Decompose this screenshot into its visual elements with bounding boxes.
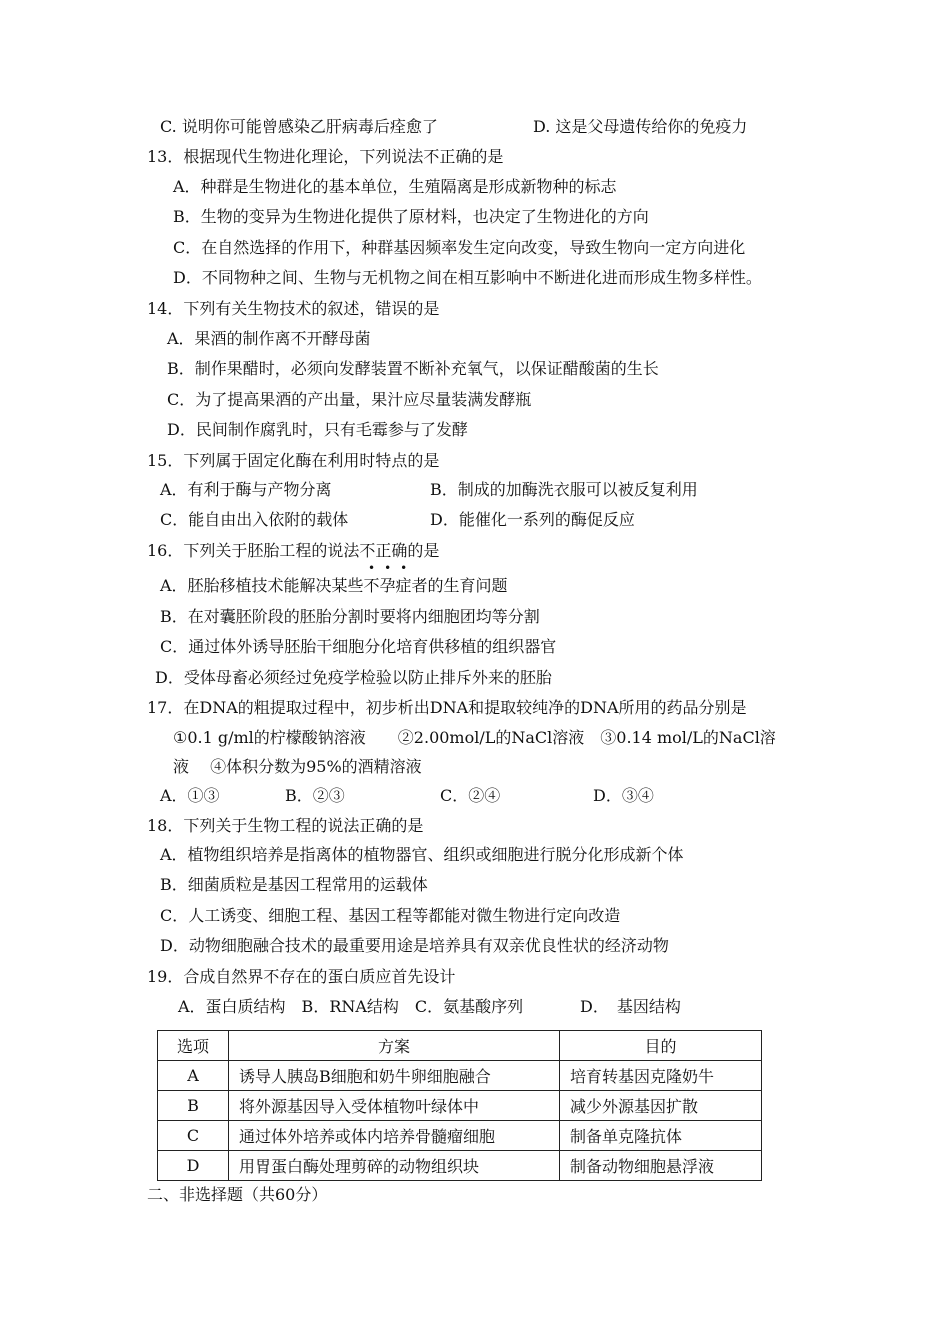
question-17-items-cont: 液 ④体积分数为95%的酒精溶液 [173, 757, 422, 776]
table-row [158, 1121, 762, 1151]
question-13: 13．根据现代生物进化理论，下列说法不正确的是 [147, 147, 504, 166]
table-cell: 制备动物细胞悬浮液 [560, 1151, 762, 1181]
option-13c: C．在自然选择的作用下，种群基因频率发生定向改变，导致生物向一定方向进化 [173, 238, 746, 257]
option-15c: C．能自由出入依附的载体 [160, 510, 349, 529]
options-table [157, 1030, 762, 1181]
option-17b: B．②③ [285, 786, 345, 805]
question-15: 15．下列属于固定化酶在利用时特点的是 [147, 451, 440, 470]
table-cell: 制备单克隆抗体 [560, 1121, 762, 1151]
table-cell: 诱导人胰岛B细胞和奶牛卵细胞融合 [229, 1061, 560, 1091]
table-cell: 通过体外培养或体内培养骨髓瘤细胞 [229, 1121, 560, 1151]
option-18b: B．细菌质粒是基因工程常用的运载体 [160, 875, 428, 894]
question-17: 17．在DNA的粗提取过程中，初步析出DNA和提取较纯净的DNA所用的药品分别是 [147, 698, 747, 717]
table-cell: B [158, 1091, 229, 1121]
table-cell: 用胃蛋白酶处理剪碎的动物组织块 [229, 1151, 560, 1181]
option-18c: C．人工诱变、细胞工程、基因工程等都能对微生物进行定向改造 [160, 906, 621, 925]
option-16b: B．在对囊胚阶段的胚胎分割时要将内细胞团均等分割 [160, 607, 540, 626]
table-cell: A [158, 1061, 229, 1091]
question-16: 16．下列关于胚胎工程的说法不正确的是 [147, 541, 440, 560]
option-15d: D．能催化一系列的酶促反应 [430, 510, 635, 529]
option-15b: B．制成的加酶洗衣服可以被反复利用 [430, 480, 698, 499]
option-13d: D．不同物种之间、生物与无机物之间在相互影响中不断进化进而形成生物多样性。 [173, 268, 762, 287]
emphasis-dots: ••• [368, 561, 417, 575]
table-header: 方案 [229, 1031, 560, 1061]
option-14d: D．民间制作腐乳时，只有毛霉参与了发酵 [167, 420, 468, 439]
option-18a: A．植物组织培养是指离体的植物器官、组织或细胞进行脱分化形成新个体 [160, 845, 684, 864]
option-16a: A．胚胎移植技术能解决某些不孕症者的生育问题 [160, 576, 508, 595]
section-heading: 二、非选择题（共60分） [147, 1185, 328, 1204]
option-19d: D． 基因结构 [580, 997, 681, 1016]
option-17a: A．①③ [160, 786, 220, 805]
question-17-items: ①0.1 g/ml的柠檬酸钠溶液 ②2.00mol/L的NaCl溶液 ③0.14 mol/L的NaCl溶 [173, 728, 776, 747]
line-12c: C. 说明你可能曾感染乙肝病毒后痊愈了 [160, 117, 438, 136]
option-13b: B．生物的变异为生物进化提供了原材料，也决定了生物进化的方向 [173, 207, 649, 226]
table-row [158, 1151, 762, 1181]
option-18d: D．动物细胞融合技术的最重要用途是培养具有双亲优良性状的经济动物 [160, 936, 669, 955]
table-header: 目的 [560, 1031, 762, 1061]
options-19abc: A．蛋白质结构 B．RNA结构 C．氨基酸序列 [178, 997, 524, 1016]
option-15a: A．有利于酶与产物分离 [160, 480, 332, 499]
question-14: 14．下列有关生物技术的叙述，错误的是 [147, 299, 440, 318]
option-14b: B．制作果醋时，必须向发酵装置不断补充氧气，以保证醋酸菌的生长 [167, 359, 659, 378]
option-14c: C．为了提高果酒的产出量，果汁应尽量装满发酵瓶 [167, 390, 532, 409]
question-18: 18．下列关于生物工程的说法正确的是 [147, 816, 424, 835]
question-19: 19．合成自然界不存在的蛋白质应首先设计 [147, 967, 456, 986]
option-14a: A．果酒的制作离不开酵母菌 [167, 329, 371, 348]
option-16d: D．受体母畜必须经过免疫学检验以防止排斥外来的胚胎 [155, 668, 552, 687]
table-cell: D [158, 1151, 229, 1181]
table-header-row [158, 1031, 762, 1061]
option-16c: C．通过体外诱导胚胎干细胞分化培育供移植的组织器官 [160, 637, 557, 656]
table-cell: 减少外源基因扩散 [560, 1091, 762, 1121]
table-cell: 将外源基因导入受体植物叶绿体中 [229, 1091, 560, 1121]
table-row [158, 1091, 762, 1121]
table-row [158, 1061, 762, 1091]
table-cell: 培育转基因克隆奶牛 [560, 1061, 762, 1091]
table-cell: C [158, 1121, 229, 1151]
line-12d: D. 这是父母遗传给你的免疫力 [533, 117, 748, 136]
table-header: 选项 [158, 1031, 229, 1061]
option-13a: A．种群是生物进化的基本单位，生殖隔离是形成新物种的标志 [173, 177, 617, 196]
option-17d: D．③④ [593, 786, 654, 805]
option-17c: C．②④ [440, 786, 501, 805]
